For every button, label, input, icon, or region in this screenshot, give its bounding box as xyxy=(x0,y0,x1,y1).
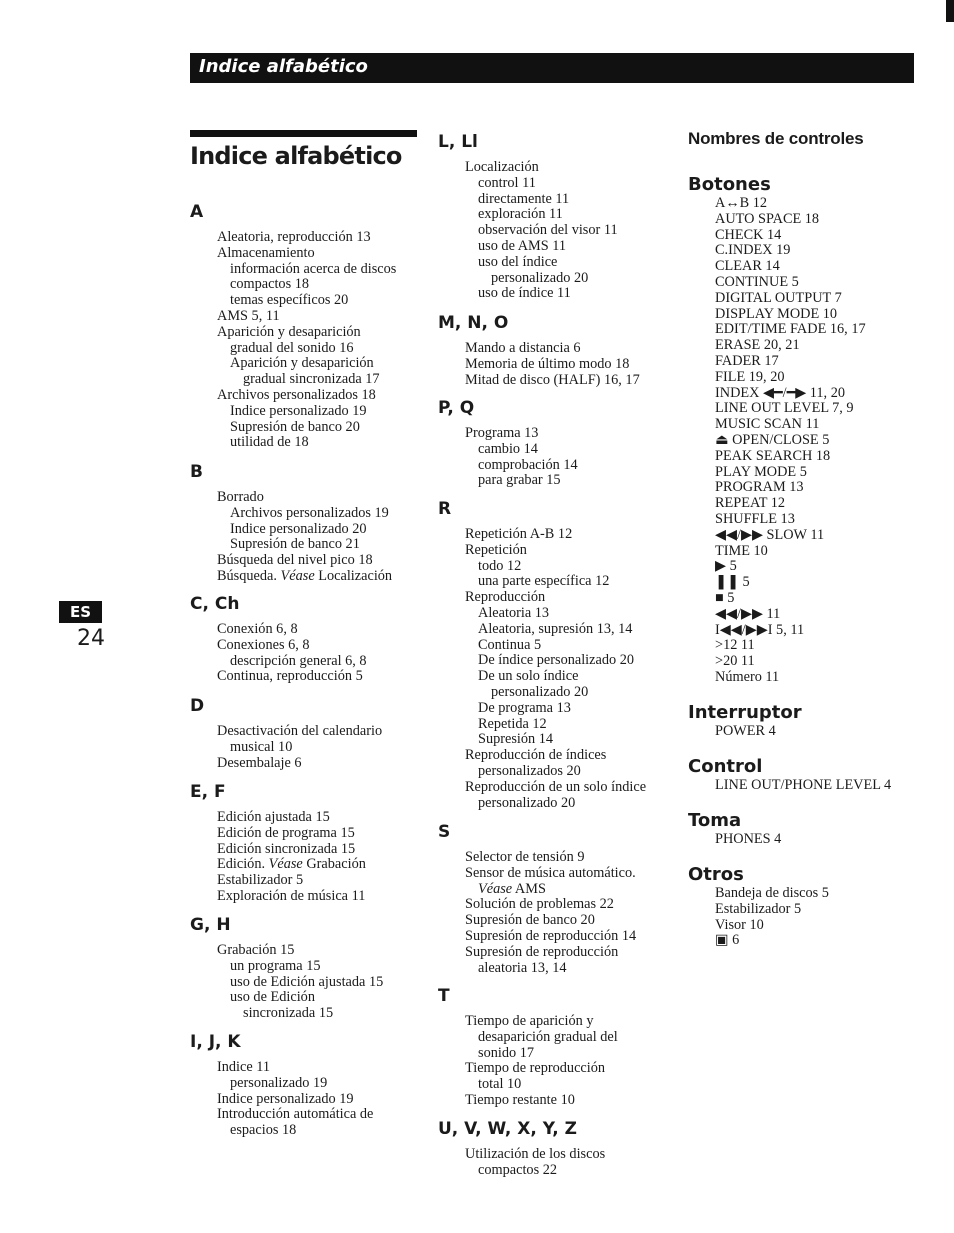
control-entry: PROGRAM 13 xyxy=(715,479,804,496)
section-letter-heading: E, F xyxy=(190,782,226,802)
index-entry: información acerca de discos xyxy=(230,260,397,277)
index-entry: Supresión de reproducción xyxy=(465,943,619,960)
index-entry: De índice personalizado 20 xyxy=(478,652,635,669)
control-entry: POWER 4 xyxy=(715,723,776,739)
control-entry: CONTINUE 5 xyxy=(715,273,799,290)
control-entry: PLAY MODE 5 xyxy=(715,463,807,480)
controls-section-heading: Toma xyxy=(688,810,742,831)
index-entry: uso de Edición ajustada 15 xyxy=(230,973,384,990)
index-entry: un programa 15 xyxy=(230,957,321,974)
title-rule xyxy=(190,130,417,137)
index-entry: Programa 13 xyxy=(465,425,539,441)
index-entry: Sensor de música automático. xyxy=(465,864,636,881)
index-section xyxy=(438,1119,605,1179)
index-entry: uso de Edición xyxy=(230,989,315,1006)
index-entry: Localización xyxy=(465,159,539,175)
index-entry: Mitad de disco (HALF) 16, 17 xyxy=(465,371,640,388)
index-entry: control 11 xyxy=(478,174,536,191)
index-entry: musical 10 xyxy=(230,738,293,755)
index-entry: Grabación 15 xyxy=(217,942,295,958)
index-entry: una parte específica 12 xyxy=(478,573,610,590)
section-letter-heading: L, Ll xyxy=(438,132,478,152)
index-entry: Indice personalizado 19 xyxy=(230,402,367,419)
index-section xyxy=(190,782,366,905)
control-entry: DISPLAY MODE 10 xyxy=(715,305,838,322)
index-section xyxy=(438,398,578,489)
section-letter-heading: C, Ch xyxy=(190,594,240,614)
index-entry: Aleatoria, supresión 13, 14 xyxy=(478,620,633,637)
control-entry: Número 11 xyxy=(715,668,780,685)
control-entry: MUSIC SCAN 11 xyxy=(715,416,820,433)
index-entry: comprobación 14 xyxy=(478,456,578,473)
index-section xyxy=(438,499,646,811)
index-entry: Indice personalizado 19 xyxy=(217,1090,354,1107)
index-entry: De programa 13 xyxy=(478,699,571,716)
control-entry: A↔B 12 xyxy=(715,195,768,211)
control-entry: LINE OUT LEVEL 7, 9 xyxy=(715,400,854,417)
section-letter-heading: M, N, O xyxy=(438,313,509,333)
index-entry: Aleatoria 13 xyxy=(478,604,550,621)
section-letter-heading: P, Q xyxy=(438,398,475,418)
index-section xyxy=(190,1032,373,1139)
index-entry: Véase AMS xyxy=(478,880,546,897)
index-entry: Reproducción de un solo índice xyxy=(465,778,647,795)
index-section xyxy=(438,313,640,388)
index-section xyxy=(190,462,392,585)
index-entry: Indice 11 xyxy=(217,1059,271,1075)
index-entry: uso de AMS 11 xyxy=(478,237,567,254)
index-entry: personalizado 19 xyxy=(230,1074,328,1091)
index-entry: Aleatoria, reproducción 13 xyxy=(217,229,371,245)
control-entry: ◀◀/▶▶ 11 xyxy=(715,605,781,622)
controls-section xyxy=(688,174,866,686)
section-header-bar xyxy=(190,53,914,83)
index-entry: Desactivación del calendario xyxy=(217,723,383,739)
control-entry: ■ 5 xyxy=(715,589,735,606)
control-entry: REPEAT 12 xyxy=(715,495,786,512)
section-letter-heading: G, H xyxy=(190,915,231,935)
control-entry: TIME 10 xyxy=(715,542,768,559)
index-entry: Edición de programa 15 xyxy=(217,824,355,841)
control-entry: Estabilizador 5 xyxy=(715,900,802,917)
index-entry: temas específicos 20 xyxy=(230,292,349,309)
controls-heading: Nombres de controles xyxy=(688,129,864,148)
control-entry: PHONES 4 xyxy=(715,831,782,847)
index-entry: Exploración de música 11 xyxy=(217,887,366,904)
index-entry: Continua, reproducción 5 xyxy=(217,668,363,685)
control-entry: ❚❚ 5 xyxy=(715,574,750,591)
index-entry: todo 12 xyxy=(478,557,522,574)
index-entry: compactos 18 xyxy=(230,276,310,293)
index-entry: Aparición y desaparición xyxy=(217,323,361,340)
index-entry: Supresión de reproducción 14 xyxy=(465,927,637,944)
index-section xyxy=(190,202,396,451)
controls-section-heading: Interruptor xyxy=(688,702,802,723)
index-entry: Reproducción xyxy=(465,589,546,606)
index-entry: Supresión de banco 20 xyxy=(230,418,360,435)
index-entry: sonido 17 xyxy=(478,1044,535,1061)
index-entry: directamente 11 xyxy=(478,190,570,207)
control-entry: EDIT/TIME FADE 16, 17 xyxy=(715,321,866,338)
index-entry: Edición sincronizada 15 xyxy=(217,840,356,857)
index-entry: personalizado 20 xyxy=(491,683,589,700)
control-entry: CHECK 14 xyxy=(715,226,782,243)
index-entry: Tiempo restante 10 xyxy=(465,1091,575,1108)
page-number: 24 xyxy=(77,626,105,651)
section-letter-heading: I, J, K xyxy=(190,1032,241,1052)
index-entry: Repetida 12 xyxy=(478,715,547,732)
control-entry: >20 11 xyxy=(715,653,755,670)
index-entry: Selector de tensión 9 xyxy=(465,849,585,865)
index-entry: personalizado 20 xyxy=(478,794,576,811)
index-section xyxy=(438,986,618,1109)
index-section xyxy=(190,915,383,1022)
index-section xyxy=(190,594,367,685)
index-entry: observación del visor 11 xyxy=(478,222,618,239)
index-entry: sincronizada 15 xyxy=(243,1005,334,1022)
control-entry: C.INDEX 19 xyxy=(715,242,791,259)
index-entry: personalizado 20 xyxy=(491,269,589,286)
index-entry: uso de índice 11 xyxy=(478,285,571,302)
index-entry: Conexión 6, 8 xyxy=(217,621,298,637)
index-entry: Continua 5 xyxy=(478,636,542,653)
control-entry: AUTO SPACE 18 xyxy=(715,210,820,227)
index-entry: Conexiones 6, 8 xyxy=(217,636,310,653)
index-entry: total 10 xyxy=(478,1076,522,1093)
control-entry: I◀◀/▶▶I 5, 11 xyxy=(715,621,805,638)
index-entry: compactos 22 xyxy=(478,1161,558,1178)
index-entry: Memoria de último modo 18 xyxy=(465,355,630,372)
control-entry: SHUFFLE 13 xyxy=(715,510,795,527)
control-entry: DIGITAL OUTPUT 7 xyxy=(715,289,842,306)
index-entry: Tiempo de reproducción xyxy=(465,1060,606,1077)
section-letter-heading: A xyxy=(190,202,204,222)
index-entry: gradual sincronizada 17 xyxy=(243,371,380,388)
index-entry: Indice personalizado 20 xyxy=(230,520,367,537)
control-entry: ▶ 5 xyxy=(715,558,737,575)
index-entry: Utilización de los discos xyxy=(465,1146,606,1162)
index-entry: Archivos personalizados 18 xyxy=(217,386,376,403)
index-entry: De un solo índice xyxy=(478,668,579,685)
index-entry: uso del índice xyxy=(478,253,558,270)
section-letter-heading: U, V, W, X, Y, Z xyxy=(438,1119,577,1139)
page-title: Indice alfabético xyxy=(190,142,402,170)
index-entry: Supresión de banco 21 xyxy=(230,536,360,553)
index-entry: Supresión de banco 20 xyxy=(465,912,595,929)
language-badge: ES xyxy=(59,601,102,623)
index-entry: utilidad de 18 xyxy=(230,434,309,451)
index-entry: Tiempo de aparición y xyxy=(465,1013,594,1029)
control-entry: Visor 10 xyxy=(715,916,764,933)
control-entry: ERASE 20, 21 xyxy=(715,337,800,354)
index-entry: Estabilizador 5 xyxy=(217,872,304,889)
index-entry: Edición ajustada 15 xyxy=(217,809,330,825)
control-entry: LINE OUT/PHONE LEVEL 4 xyxy=(715,777,892,793)
index-entry: Edición. Véase Grabación xyxy=(217,856,366,873)
index-section xyxy=(190,696,382,771)
index-entry: Almacenamiento xyxy=(217,244,315,261)
index-entry: para grabar 15 xyxy=(478,472,561,489)
control-entry: INDEX ◀━/━▶ 11, 20 xyxy=(715,384,846,401)
index-entry: aleatoria 13, 14 xyxy=(478,959,567,976)
index-entry: cambio 14 xyxy=(478,440,538,457)
control-entry: CLEAR 14 xyxy=(715,258,780,275)
index-entry: Desembalaje 6 xyxy=(217,754,302,771)
index-entry: Reproducción de índices xyxy=(465,747,607,764)
section-letter-heading: R xyxy=(438,499,452,519)
page-edge-mark xyxy=(946,0,954,22)
control-entry: >12 11 xyxy=(715,637,755,654)
section-header-title: Indice alfabético xyxy=(199,56,368,77)
index-entry: Aparición y desaparición xyxy=(230,355,374,372)
section-letter-heading: B xyxy=(190,462,203,482)
section-letter-heading: D xyxy=(190,696,205,716)
control-entry: FADER 17 xyxy=(715,352,779,369)
controls-section xyxy=(688,810,781,848)
controls-section-heading: Control xyxy=(688,756,763,777)
index-section xyxy=(438,132,618,302)
section-letter-heading: S xyxy=(438,822,451,842)
index-entry: personalizados 20 xyxy=(478,762,581,779)
index-entry: exploración 11 xyxy=(478,206,563,223)
controls-section xyxy=(688,756,891,794)
controls-section-heading: Botones xyxy=(688,174,771,195)
control-entry: Bandeja de discos 5 xyxy=(715,885,829,901)
index-entry: Repetición xyxy=(465,541,527,558)
control-entry: PEAK SEARCH 18 xyxy=(715,447,831,464)
index-entry: gradual del sonido 16 xyxy=(230,339,354,356)
index-entry: Búsqueda del nivel pico 18 xyxy=(217,552,373,569)
index-section xyxy=(438,822,636,976)
control-entry: ◀◀/▶▶ SLOW 11 xyxy=(715,526,825,543)
controls-section xyxy=(688,864,829,949)
index-entry: Mando a distancia 6 xyxy=(465,340,581,356)
index-entry: desaparición gradual del xyxy=(478,1028,618,1045)
index-entry: Solución de problemas 22 xyxy=(465,896,614,913)
control-entry: ▣ 6 xyxy=(715,932,740,949)
index-entry: AMS 5, 11 xyxy=(217,307,280,324)
index-entry: Borrado xyxy=(217,489,264,505)
control-entry: ⏏ OPEN/CLOSE 5 xyxy=(715,431,830,448)
index-entry: Repetición A-B 12 xyxy=(465,526,573,542)
section-letter-heading: T xyxy=(438,986,450,1006)
controls-section xyxy=(688,702,802,740)
index-entry: Búsqueda. Véase Localización xyxy=(217,567,393,584)
controls-section-heading: Otros xyxy=(688,864,744,885)
index-entry: Supresión 14 xyxy=(478,731,554,748)
index-entry: espacios 18 xyxy=(230,1122,297,1139)
index-entry: descripción general 6, 8 xyxy=(230,652,367,669)
control-entry: FILE 19, 20 xyxy=(715,368,785,385)
index-entry: Archivos personalizados 19 xyxy=(230,504,389,521)
index-entry: Introducción automática de xyxy=(217,1106,374,1123)
